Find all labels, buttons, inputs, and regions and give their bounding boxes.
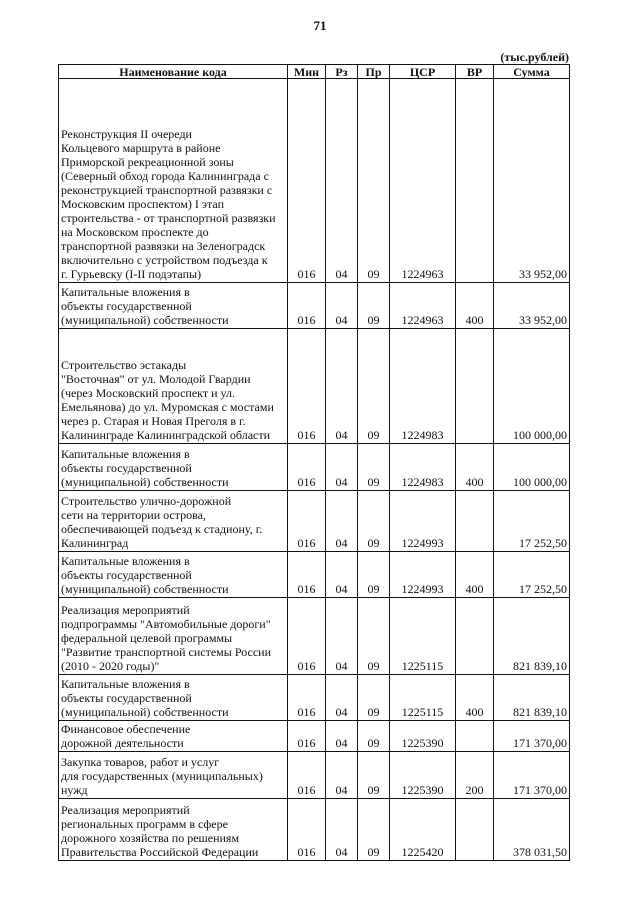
row-pr: 09 bbox=[358, 491, 390, 552]
row-min: 016 bbox=[288, 752, 326, 799]
row-name bbox=[59, 552, 288, 598]
row-pr: 09 bbox=[358, 799, 390, 861]
units-note: (тыс.рублей) bbox=[500, 50, 569, 64]
row-name bbox=[59, 283, 288, 329]
row-vr: 200 bbox=[456, 752, 494, 799]
row-rz: 04 bbox=[326, 752, 358, 799]
row-rz: 04 bbox=[326, 598, 358, 675]
table-row bbox=[59, 721, 570, 752]
row-name-text: Реализация мероприятий региональных программ в сфере дорожного хозяйства по решениям Правительства Российской Федерации bbox=[61, 803, 259, 859]
row-pr: 09 bbox=[358, 752, 390, 799]
page-number: 71 bbox=[313, 18, 327, 33]
row-name bbox=[59, 444, 288, 491]
table-row bbox=[59, 598, 570, 675]
header-row bbox=[59, 65, 570, 79]
row-name-text: Капитальные вложения в объекты государственной (муниципальной) собственности bbox=[61, 554, 229, 596]
row-csr: 1224963 bbox=[390, 283, 456, 329]
row-name-text: Реконструкция II очереди Кольцевого маршрута в районе Приморской рекреационной зоны (Северный обход города Калининграда с реконструкцией транспортной развязки с Московским проспектом) I этап строительства - от транспортной развязки на Московском проспекте до транспортной развязки на Зеленоградск включительно с устройством подъезда к г. Гурьевску (I-II подэтапы) bbox=[61, 127, 276, 281]
row-pr: 09 bbox=[358, 675, 390, 721]
row-name-text: Строительство улично-дорожной сети на территории острова, обеспечивающей подъезд к стадиону, г. Калининград bbox=[61, 494, 263, 550]
row-pr: 09 bbox=[358, 598, 390, 675]
row-rz: 04 bbox=[326, 329, 358, 444]
row-name-text: Закупка товаров, работ и услуг для государственных (муниципальных) нужд bbox=[61, 755, 263, 797]
table-row bbox=[59, 79, 570, 283]
row-rz: 04 bbox=[326, 491, 358, 552]
row-csr: 1224993 bbox=[390, 552, 456, 598]
row-name-text: Капитальные вложения в объекты государственной (муниципальной) собственности bbox=[61, 285, 229, 327]
row-vr: 400 bbox=[456, 675, 494, 721]
row-min: 016 bbox=[288, 799, 326, 861]
table-row bbox=[59, 329, 570, 444]
header-csr: ЦСР bbox=[390, 65, 456, 79]
row-min: 016 bbox=[288, 283, 326, 329]
table-row bbox=[59, 491, 570, 552]
row-csr: 1225390 bbox=[390, 721, 456, 752]
row-name-text: Капитальные вложения в объекты государственной (муниципальной) собственности bbox=[61, 447, 229, 489]
row-sum: 171 370,00 bbox=[494, 752, 570, 799]
header-rz: Рз bbox=[326, 65, 358, 79]
row-pr: 09 bbox=[358, 721, 390, 752]
row-vr: 400 bbox=[456, 444, 494, 491]
table-row bbox=[59, 444, 570, 491]
row-vr bbox=[456, 721, 494, 752]
row-min: 016 bbox=[288, 79, 326, 283]
row-csr: 1225390 bbox=[390, 752, 456, 799]
table-row bbox=[59, 552, 570, 598]
row-name bbox=[59, 491, 288, 552]
row-rz: 04 bbox=[326, 721, 358, 752]
row-csr: 1224983 bbox=[390, 444, 456, 491]
row-pr: 09 bbox=[358, 79, 390, 283]
row-vr: 400 bbox=[456, 552, 494, 598]
row-vr bbox=[456, 799, 494, 861]
row-csr: 1224993 bbox=[390, 491, 456, 552]
row-min: 016 bbox=[288, 721, 326, 752]
row-name-text: Финансовое обеспечение дорожной деятельности bbox=[61, 722, 191, 750]
table-row bbox=[59, 752, 570, 799]
row-vr bbox=[456, 598, 494, 675]
table-row bbox=[59, 675, 570, 721]
row-min: 016 bbox=[288, 675, 326, 721]
row-sum: 821 839,10 bbox=[494, 598, 570, 675]
row-name-text: Капитальные вложения в объекты государственной (муниципальной) собственности bbox=[61, 677, 229, 719]
row-min: 016 bbox=[288, 552, 326, 598]
row-rz: 04 bbox=[326, 444, 358, 491]
row-vr bbox=[456, 329, 494, 444]
header-vr: ВР bbox=[456, 65, 494, 79]
row-sum: 33 952,00 bbox=[494, 283, 570, 329]
row-min: 016 bbox=[288, 598, 326, 675]
row-name bbox=[59, 675, 288, 721]
row-sum: 33 952,00 bbox=[494, 79, 570, 283]
row-pr: 09 bbox=[358, 329, 390, 444]
table-row bbox=[59, 283, 570, 329]
row-pr: 09 bbox=[358, 552, 390, 598]
row-name-text: Строительство эстакады "Восточная" от ул. Молодой Гвардии (через Московский проспект и ул. Емельянова) до ул. Муромская с мостами через р. Старая и Новая Преголя в г. Калининграде Калининградской области bbox=[61, 358, 274, 442]
row-csr: 1225115 bbox=[390, 675, 456, 721]
row-vr bbox=[456, 79, 494, 283]
row-min: 016 bbox=[288, 444, 326, 491]
header-min: Мин bbox=[288, 65, 326, 79]
header-name: Наименование кода bbox=[59, 65, 288, 79]
row-vr bbox=[456, 491, 494, 552]
row-csr: 1225115 bbox=[390, 598, 456, 675]
row-sum: 100 000,00 bbox=[494, 329, 570, 444]
row-rz: 04 bbox=[326, 283, 358, 329]
table-row bbox=[59, 799, 570, 861]
row-sum: 378 031,50 bbox=[494, 799, 570, 861]
row-rz: 04 bbox=[326, 799, 358, 861]
header-pr: Пр bbox=[358, 65, 390, 79]
row-vr: 400 bbox=[456, 283, 494, 329]
row-sum: 171 370,00 bbox=[494, 721, 570, 752]
row-name bbox=[59, 329, 288, 444]
row-sum: 821 839,10 bbox=[494, 675, 570, 721]
row-name bbox=[59, 79, 288, 283]
row-sum: 100 000,00 bbox=[494, 444, 570, 491]
row-name bbox=[59, 598, 288, 675]
row-sum: 17 252,50 bbox=[494, 491, 570, 552]
row-name bbox=[59, 752, 288, 799]
row-min: 016 bbox=[288, 491, 326, 552]
row-name-text: Реализация мероприятий подпрограммы "Автомобильные дороги" федеральной целевой программы "Развитие транспортной системы России (2010 - 2020 годы)" bbox=[61, 603, 272, 673]
row-name bbox=[59, 799, 288, 861]
row-csr: 1225420 bbox=[390, 799, 456, 861]
row-csr: 1224963 bbox=[390, 79, 456, 283]
row-pr: 09 bbox=[358, 444, 390, 491]
row-rz: 04 bbox=[326, 552, 358, 598]
row-sum: 17 252,50 bbox=[494, 552, 570, 598]
budget-table bbox=[58, 64, 570, 861]
header-sum: Сумма bbox=[494, 65, 570, 79]
row-csr: 1224983 bbox=[390, 329, 456, 444]
row-rz: 04 bbox=[326, 675, 358, 721]
row-name bbox=[59, 721, 288, 752]
row-min: 016 bbox=[288, 329, 326, 444]
row-pr: 09 bbox=[358, 283, 390, 329]
row-rz: 04 bbox=[326, 79, 358, 283]
